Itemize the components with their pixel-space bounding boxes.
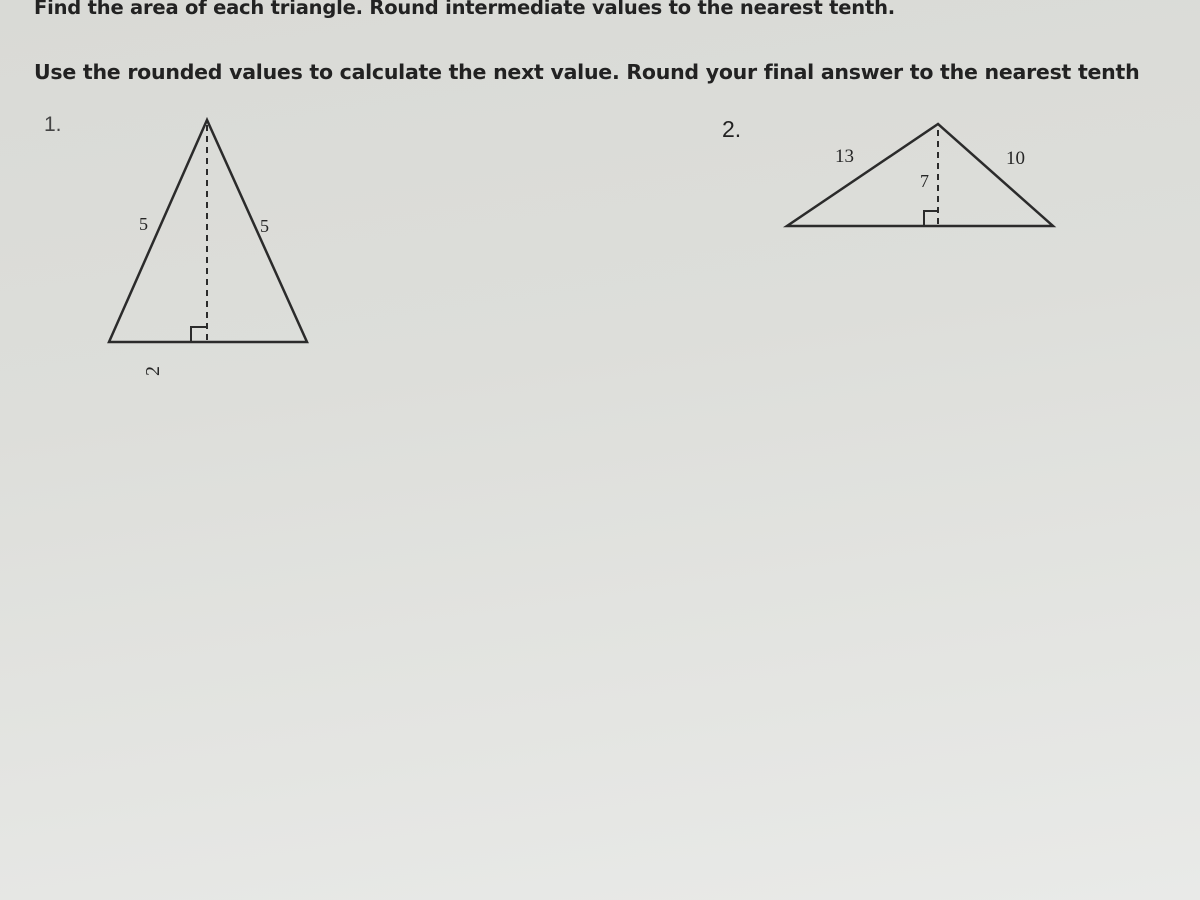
triangle-1 xyxy=(109,120,307,376)
triangle-2-right-angle-marker xyxy=(924,211,938,225)
triangle-1-right-angle-marker xyxy=(191,327,207,341)
instruction-line-2: Use the rounded values to calculate the next value. Round your final answer to the nearest tenth xyxy=(34,60,1140,84)
triangle-2-right-side-label: 10 xyxy=(1006,148,1025,169)
triangle-2 xyxy=(787,124,1053,226)
triangle-2-left-side-label: 13 xyxy=(835,146,854,167)
instruction-line-1: Find the area of each triangle. Round intermediate values to the nearest tenth. xyxy=(34,0,895,19)
problem-2-number: 2. xyxy=(722,116,742,142)
problem-1-number: 1. xyxy=(44,113,62,136)
triangle-1-left-side-label: 5 xyxy=(139,214,148,234)
triangle-1-right-side-label: 5 xyxy=(260,216,269,236)
triangle-2-height-label: 7 xyxy=(920,171,929,191)
triangle-1-base-label: 2 xyxy=(142,366,164,376)
